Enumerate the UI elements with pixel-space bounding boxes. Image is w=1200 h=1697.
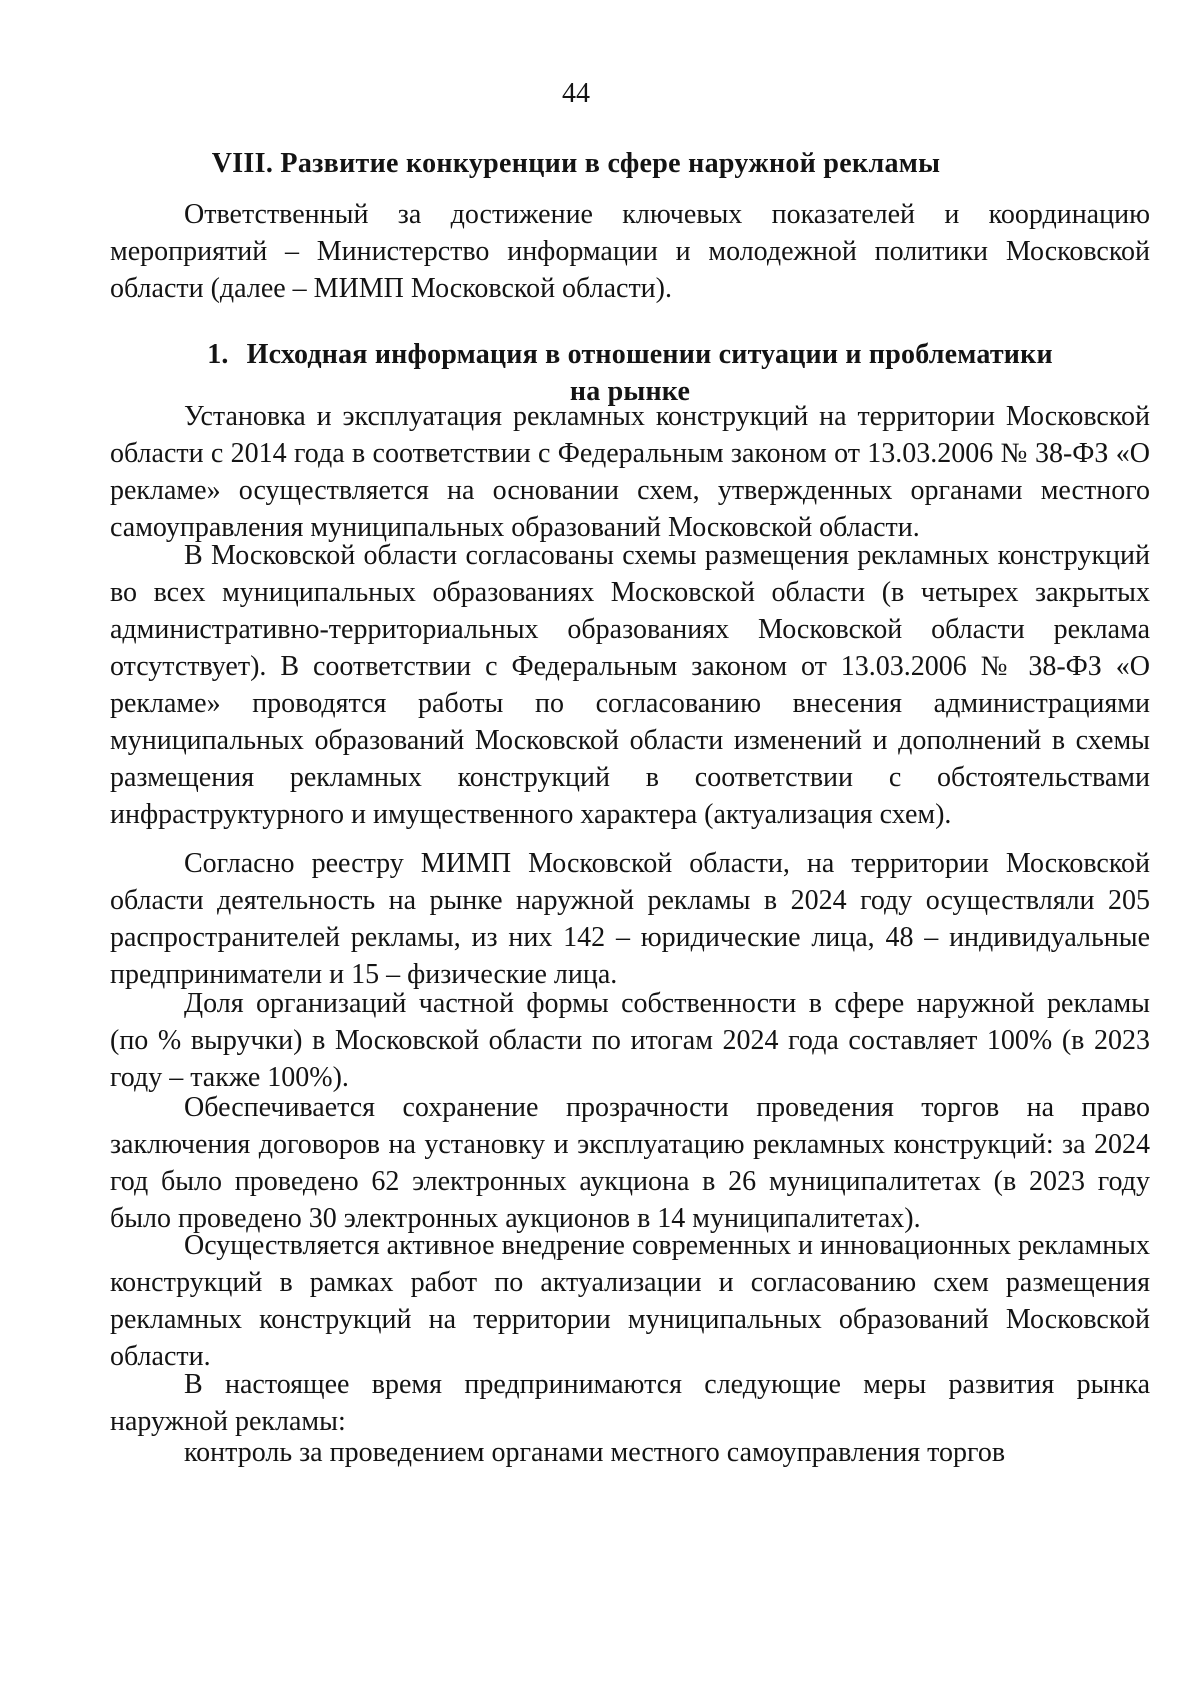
paragraph-7: В настоящее время предпринимаются следующие меры развития рынка наружной рекламы:	[110, 1369, 1150, 1437]
paragraph-8: контроль за проведением органами местного самоуправления торгов	[184, 1437, 1006, 1468]
paragraph-1: Установка и эксплуатация рекламных конструкций на территории Московской области с 2014 года в соответствии с Федеральным законом от 13.03.2006 № 38-ФЗ «О рекламе» осуществляется на основании схем, утвержденных органами местного самоуправления муниципальных образований Московской области.	[110, 401, 1150, 543]
paragraph-4: Доля организаций частной формы собственности в сфере наружной рекламы (по % выручки) в Московской области по итогам 2024 года составляет 100% (в 2023 году – также 100%).	[110, 988, 1150, 1093]
paragraph-2: В Московской области согласованы схемы размещения рекламных конструкций во всех муниципальных образованиях Московской области (в четырех закрытых административно-территориальных образованиях Московской области реклама отсутствует). В соответствии с Федеральным законом от 13.03.2006 № 38-ФЗ «О рекламе» проводятся работы по согласованию внесения администрациями муниципальных образований Московской области изменений и дополнений в схемы размещения рекламных конструкций в соответствии с обстоятельствами инфраструктурного и имущественного характера (актуализация схем).	[110, 540, 1150, 830]
section-title: VIII. Развитие конкуренции в сфере наружной рекламы	[211, 148, 941, 179]
subsection-title-line-2: на рынке	[569, 376, 691, 407]
intro-paragraph: Ответственный за достижение ключевых показателей и координацию мероприятий – Министерство информации и молодежной политики Московской области (далее – МИМП Московской области).	[110, 199, 1150, 304]
paragraph-3: Согласно реестру МИМП Московской области, на территории Московской области деятельность на рынке наружной рекламы в 2024 году осуществляли 205 распространителей рекламы, из них 142 – юридические лица, 48 – индивидуальные предприниматели и 15 – физические лица.	[110, 848, 1150, 990]
paragraph-5: Обеспечивается сохранение прозрачности проведения торгов на право заключения договоров на установку и эксплуатацию рекламных конструкций: за 2024 год было проведено 62 электронных аукциона в 26 муниципалитетах (в 2023 году было проведено 30 электронных аукционов в 14 муниципалитетах).	[110, 1092, 1150, 1234]
paragraph-6: Осуществляется активное внедрение современных и инновационных рекламных конструкций в рамках работ по актуализации и согласованию схем размещения рекламных конструкций на территории муниципальных образований Московской области.	[110, 1230, 1150, 1372]
page-number: 44	[562, 78, 590, 109]
subsection-title-line-1	[110, 336, 1150, 373]
subsection-title-text: Исходная информация в отношении ситуации и проблематики	[246, 339, 1053, 370]
subsection-number: 1.	[207, 339, 229, 370]
